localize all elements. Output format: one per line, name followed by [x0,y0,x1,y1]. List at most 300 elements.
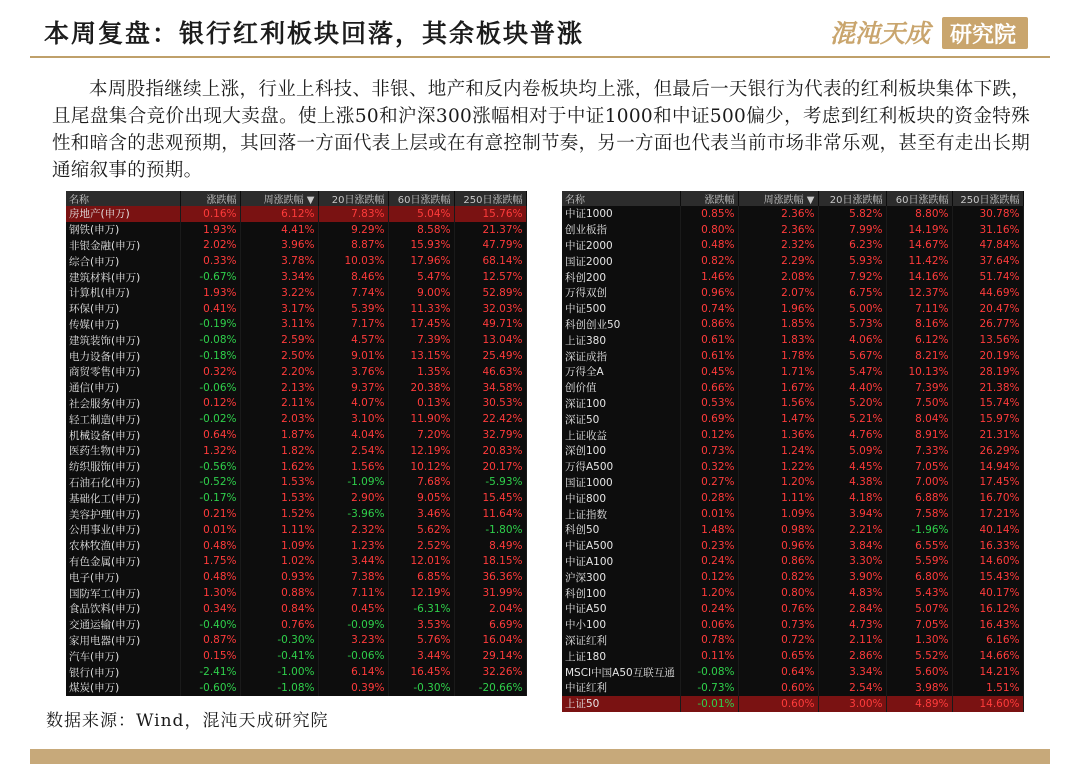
row-value: 17.96% [388,253,454,269]
table-row[interactable] [562,427,1023,443]
table-row[interactable] [66,317,526,333]
row-value: 15.45% [454,490,526,506]
row-value: 0.73% [738,617,818,633]
table-row[interactable] [66,585,526,601]
row-value: 5.76% [388,633,454,649]
row-value: 3.10% [318,411,388,427]
row-value: 0.45% [680,364,738,380]
row-value: 0.12% [680,569,738,585]
row-value: 12.19% [388,443,454,459]
table-row[interactable] [562,585,1023,601]
row-value: 1.23% [318,538,388,554]
row-value: 1.56% [738,396,818,412]
row-value: 7.11% [318,585,388,601]
row-value: 4.76% [818,427,886,443]
row-name: MSCI中国A50互联互通 [562,664,680,680]
row-value: 8.21% [886,348,952,364]
table-row[interactable] [562,301,1023,317]
table-row[interactable] [66,475,526,491]
row-value: 7.38% [318,569,388,585]
row-value: 3.11% [240,317,318,333]
row-value: 4.38% [818,475,886,491]
row-value: 26.29% [952,443,1023,459]
table-row[interactable] [66,396,526,412]
row-value: 11.64% [454,506,526,522]
row-value: 17.45% [388,317,454,333]
row-value: 7.39% [886,380,952,396]
row-value: 32.26% [454,664,526,680]
row-value: 0.88% [240,585,318,601]
table-row[interactable] [66,380,526,396]
row-name: 通信(申万) [66,380,180,396]
row-value: -0.17% [180,490,240,506]
row-name: 美容护理(申万) [66,506,180,522]
table-row[interactable] [562,680,1023,696]
table-row[interactable] [562,696,1023,712]
column-header[interactable]: 60日涨跌幅 [388,191,454,206]
row-value: 13.15% [388,348,454,364]
table-row[interactable] [562,459,1023,475]
table-header-row [66,191,526,206]
row-value: 16.43% [952,617,1023,633]
row-value: 28.19% [952,364,1023,380]
row-value: -0.06% [318,648,388,664]
row-value: 5.47% [388,269,454,285]
row-value: 1.85% [738,317,818,333]
row-value: 0.76% [738,601,818,617]
table-row[interactable] [562,222,1023,238]
row-value: 1.78% [738,348,818,364]
row-value: 2.07% [738,285,818,301]
table-header-row [562,191,1023,206]
row-value: 6.75% [818,285,886,301]
row-name: 家用电器(申万) [66,633,180,649]
row-value: 0.93% [240,569,318,585]
row-value: 15.43% [952,569,1023,585]
row-name: 有色金属(申万) [66,554,180,570]
row-value: -3.96% [318,506,388,522]
row-value: 14.67% [886,238,952,254]
table-row[interactable] [562,411,1023,427]
table-row[interactable] [562,364,1023,380]
row-name: 上证380 [562,332,680,348]
row-value: 0.48% [180,538,240,554]
row-value: 2.04% [454,601,526,617]
row-value: 21.31% [952,427,1023,443]
table-row[interactable] [562,490,1023,506]
table-row[interactable] [66,490,526,506]
row-value: -0.40% [180,617,240,633]
row-name: 社会服务(申万) [66,396,180,412]
table-row[interactable] [66,238,526,254]
table-row[interactable] [562,633,1023,649]
row-value: -0.73% [680,680,738,696]
row-value: -1.00% [240,664,318,680]
row-value: 0.24% [680,601,738,617]
row-name: 石油石化(申万) [66,475,180,491]
column-header[interactable]: 名称 [66,191,180,206]
row-name: 万得全A [562,364,680,380]
row-value: 32.79% [454,427,526,443]
table-row[interactable] [66,617,526,633]
table-row[interactable] [66,459,526,475]
row-name: 环保(申万) [66,301,180,317]
column-header[interactable]: 涨跌幅 [680,191,738,206]
row-value: 1.87% [240,427,318,443]
row-value: 1.35% [388,364,454,380]
row-value: 7.74% [318,285,388,301]
row-name: 国证1000 [562,475,680,491]
table-row[interactable] [66,648,526,664]
row-value: 3.94% [818,506,886,522]
row-value: 14.94% [952,459,1023,475]
row-name: 轻工制造(申万) [66,411,180,427]
row-value: 7.17% [318,317,388,333]
row-value: 9.00% [388,285,454,301]
row-value: 6.69% [454,617,526,633]
row-value: 0.60% [738,680,818,696]
row-name: 上证50 [562,696,680,712]
row-value: 0.41% [180,301,240,317]
row-value: 2.36% [738,222,818,238]
row-value: 1.02% [240,554,318,570]
row-value: 1.48% [680,522,738,538]
row-value: 1.24% [738,443,818,459]
table-row[interactable] [66,569,526,585]
row-value: 0.84% [240,601,318,617]
table-row[interactable] [66,554,526,570]
table-row[interactable] [562,475,1023,491]
table-row[interactable] [562,648,1023,664]
row-value: 7.92% [818,269,886,285]
row-value: 2.20% [240,364,318,380]
row-value: 0.53% [680,396,738,412]
row-value: 1.67% [738,380,818,396]
row-value: 2.54% [818,680,886,696]
row-value: 2.08% [738,269,818,285]
row-name: 房地产(申万) [66,206,180,222]
table-row[interactable] [562,617,1023,633]
row-value: 0.86% [680,317,738,333]
row-value: 6.85% [388,569,454,585]
table-row[interactable] [562,506,1023,522]
footer-bar [30,749,1050,764]
row-value: 5.20% [818,396,886,412]
row-value: 1.62% [240,459,318,475]
row-value: 0.06% [680,617,738,633]
row-name: 深证红利 [562,633,680,649]
row-value: 0.66% [680,380,738,396]
row-value: 5.60% [886,664,952,680]
row-value: 2.32% [318,522,388,538]
row-value: 13.56% [952,332,1023,348]
row-value: -0.08% [180,332,240,348]
row-value: 14.66% [952,648,1023,664]
row-value: 0.64% [180,427,240,443]
row-value: 1.51% [952,680,1023,696]
row-value: 8.91% [886,427,952,443]
table-row[interactable] [66,664,526,680]
row-name: 煤炭(申万) [66,680,180,696]
row-value: 14.60% [952,696,1023,712]
row-value: 11.33% [388,301,454,317]
row-value: 12.37% [886,285,952,301]
row-value: 0.23% [680,538,738,554]
row-value: 8.80% [886,206,952,222]
row-value: 2.32% [738,238,818,254]
row-value: 3.17% [240,301,318,317]
column-header[interactable]: 周涨跌幅 ▼ [738,191,818,206]
table-row[interactable] [562,285,1023,301]
row-name: 深创100 [562,443,680,459]
row-name: 中证A50 [562,601,680,617]
row-value: 2.50% [240,348,318,364]
row-value: 1.20% [738,475,818,491]
row-value: 7.05% [886,617,952,633]
column-header[interactable]: 周涨跌幅 ▼ [240,191,318,206]
table-row[interactable] [66,206,526,222]
row-value: 0.13% [388,396,454,412]
row-name: 深证成指 [562,348,680,364]
row-value: 13.04% [454,332,526,348]
row-name: 建筑装饰(申万) [66,332,180,348]
row-value: 5.07% [886,601,952,617]
row-value: 0.73% [680,443,738,459]
row-value: 0.45% [318,601,388,617]
summary-paragraph: 本周股指继续上涨，行业上科技、非银、地产和反内卷板块均上涨，但最后一天银行为代表的红利板块集体下跌，且尾盘集合竞价出现大卖盘。使上涨50和沪深300涨幅相对于中证1000和中证500偏少，考虑到红利板块的资金特殊性和暗含的悲观预期，其回落一方面代表上层或在有意控制节奏，另一方面也代表当前市场非常乐观，甚至有走出长期通缩叙事的预期。 [52,79,1030,181]
row-value: 15.74% [952,396,1023,412]
row-name: 非银金融(申万) [66,238,180,254]
row-value: 5.73% [818,317,886,333]
table-row[interactable] [562,443,1023,459]
table-row[interactable] [66,601,526,617]
row-value: 30.53% [454,396,526,412]
row-value: 15.76% [454,206,526,222]
row-value: 7.50% [886,396,952,412]
row-value: 16.33% [952,538,1023,554]
row-value: 7.20% [388,427,454,443]
row-value: 5.59% [886,554,952,570]
row-value: 2.59% [240,332,318,348]
table-row[interactable] [562,238,1023,254]
row-name: 沪深300 [562,569,680,585]
table-row[interactable] [66,538,526,554]
table-row[interactable] [66,348,526,364]
column-header[interactable]: 250日涨跌幅 [454,191,526,206]
table-row[interactable] [562,206,1023,222]
row-value: 0.01% [180,522,240,538]
logo-box-text: 研究院 [950,22,1017,48]
row-value: 3.34% [240,269,318,285]
row-value: 1.30% [886,633,952,649]
row-value: 0.78% [680,633,738,649]
row-value: 3.78% [240,253,318,269]
row-value: 3.96% [240,238,318,254]
row-value: 3.22% [240,285,318,301]
row-value: -0.18% [180,348,240,364]
row-value: 4.41% [240,222,318,238]
table-row[interactable] [66,253,526,269]
table-row[interactable] [66,680,526,696]
row-value: 4.57% [318,332,388,348]
table-row[interactable] [562,269,1023,285]
row-value: 1.36% [738,427,818,443]
table-row[interactable] [562,332,1023,348]
row-value: 8.87% [318,238,388,254]
table-row[interactable] [66,427,526,443]
row-name: 科创创业50 [562,317,680,333]
row-value: 52.89% [454,285,526,301]
table-row[interactable] [66,269,526,285]
row-value: 14.19% [886,222,952,238]
row-value: 9.01% [318,348,388,364]
row-value: 26.77% [952,317,1023,333]
column-header[interactable]: 名称 [562,191,680,206]
row-name: 医药生物(申万) [66,443,180,459]
row-value: 1.11% [738,490,818,506]
row-value: 1.22% [738,459,818,475]
row-value: 0.96% [680,285,738,301]
row-value: 5.52% [886,648,952,664]
row-name: 基础化工(申万) [66,490,180,506]
row-value: 0.74% [680,301,738,317]
row-value: 4.18% [818,490,886,506]
table-row[interactable] [66,633,526,649]
row-value: 0.27% [680,475,738,491]
row-value: 3.90% [818,569,886,585]
row-value: -0.56% [180,459,240,475]
table-row[interactable] [562,348,1023,364]
row-name: 深证100 [562,396,680,412]
row-value: 2.52% [388,538,454,554]
row-value: 47.79% [454,238,526,254]
row-name: 深证50 [562,411,680,427]
row-value: 6.14% [318,664,388,680]
table-row[interactable] [562,253,1023,269]
column-header[interactable]: 60日涨跌幅 [886,191,952,206]
row-value: 14.16% [886,269,952,285]
row-value: 1.82% [240,443,318,459]
column-header[interactable]: 20日涨跌幅 [318,191,388,206]
row-value: 17.45% [952,475,1023,491]
row-name: 中证2000 [562,238,680,254]
row-value: 2.13% [240,380,318,396]
row-value: 1.93% [180,222,240,238]
row-value: 11.42% [886,253,952,269]
table-row[interactable] [562,538,1023,554]
table-row[interactable] [66,285,526,301]
row-value: 9.05% [388,490,454,506]
row-value: 0.16% [180,206,240,222]
row-value: 3.00% [818,696,886,712]
table-row[interactable] [562,664,1023,680]
row-value: 0.01% [680,506,738,522]
column-header[interactable]: 涨跌幅 [180,191,240,206]
row-value: 14.21% [952,664,1023,680]
row-value: 9.37% [318,380,388,396]
row-value: 5.00% [818,301,886,317]
row-value: 0.80% [738,585,818,601]
table-row[interactable] [562,554,1023,570]
table-row[interactable] [66,364,526,380]
row-value: 1.83% [738,332,818,348]
table-row[interactable] [562,569,1023,585]
table-row[interactable] [66,301,526,317]
row-value: 25.49% [454,348,526,364]
row-value: 21.38% [952,380,1023,396]
row-value: 5.62% [388,522,454,538]
row-name: 上证收益 [562,427,680,443]
row-value: 44.69% [952,285,1023,301]
row-value: 3.84% [818,538,886,554]
table-row[interactable] [66,443,526,459]
row-value: 3.46% [388,506,454,522]
row-value: 2.54% [318,443,388,459]
table-row[interactable] [562,522,1023,538]
row-value: 0.72% [738,633,818,649]
table-row[interactable] [562,601,1023,617]
row-value: 5.82% [818,206,886,222]
row-value: 0.28% [680,490,738,506]
row-value: 0.34% [180,601,240,617]
row-value: 1.47% [738,411,818,427]
row-value: 3.76% [318,364,388,380]
row-value: 1.09% [738,506,818,522]
row-value: 5.67% [818,348,886,364]
table-row[interactable] [562,380,1023,396]
row-value: 0.48% [680,238,738,254]
row-name: 钢铁(申万) [66,222,180,238]
table-row[interactable] [562,396,1023,412]
table-row[interactable] [66,332,526,348]
table-row[interactable] [66,522,526,538]
row-value: 2.29% [738,253,818,269]
row-name: 中证1000 [562,206,680,222]
table-row[interactable] [66,411,526,427]
row-name: 万得A500 [562,459,680,475]
table-row[interactable] [66,506,526,522]
row-value: -0.30% [240,633,318,649]
row-value: 15.93% [388,238,454,254]
row-value: 31.16% [952,222,1023,238]
row-value: -1.09% [318,475,388,491]
row-value: 5.47% [818,364,886,380]
row-value: 4.45% [818,459,886,475]
row-value: 12.01% [388,554,454,570]
row-value: 20.19% [952,348,1023,364]
table-row[interactable] [66,222,526,238]
table-row[interactable] [562,317,1023,333]
row-name: 中证A500 [562,538,680,554]
column-header[interactable]: 250日涨跌幅 [952,191,1023,206]
row-value: 0.48% [180,569,240,585]
row-value: 7.05% [886,459,952,475]
row-name: 创价值 [562,380,680,396]
row-value: 10.13% [886,364,952,380]
row-name: 科创100 [562,585,680,601]
row-value: 5.43% [886,585,952,601]
row-name: 计算机(申万) [66,285,180,301]
row-name: 创业板指 [562,222,680,238]
row-name: 电子(申万) [66,569,180,585]
column-header[interactable]: 20日涨跌幅 [818,191,886,206]
row-name: 国证2000 [562,253,680,269]
company-logo [830,12,1030,52]
row-value: 49.71% [454,317,526,333]
row-value: 6.16% [952,633,1023,649]
row-value: 0.61% [680,348,738,364]
row-name: 农林牧渔(申万) [66,538,180,554]
